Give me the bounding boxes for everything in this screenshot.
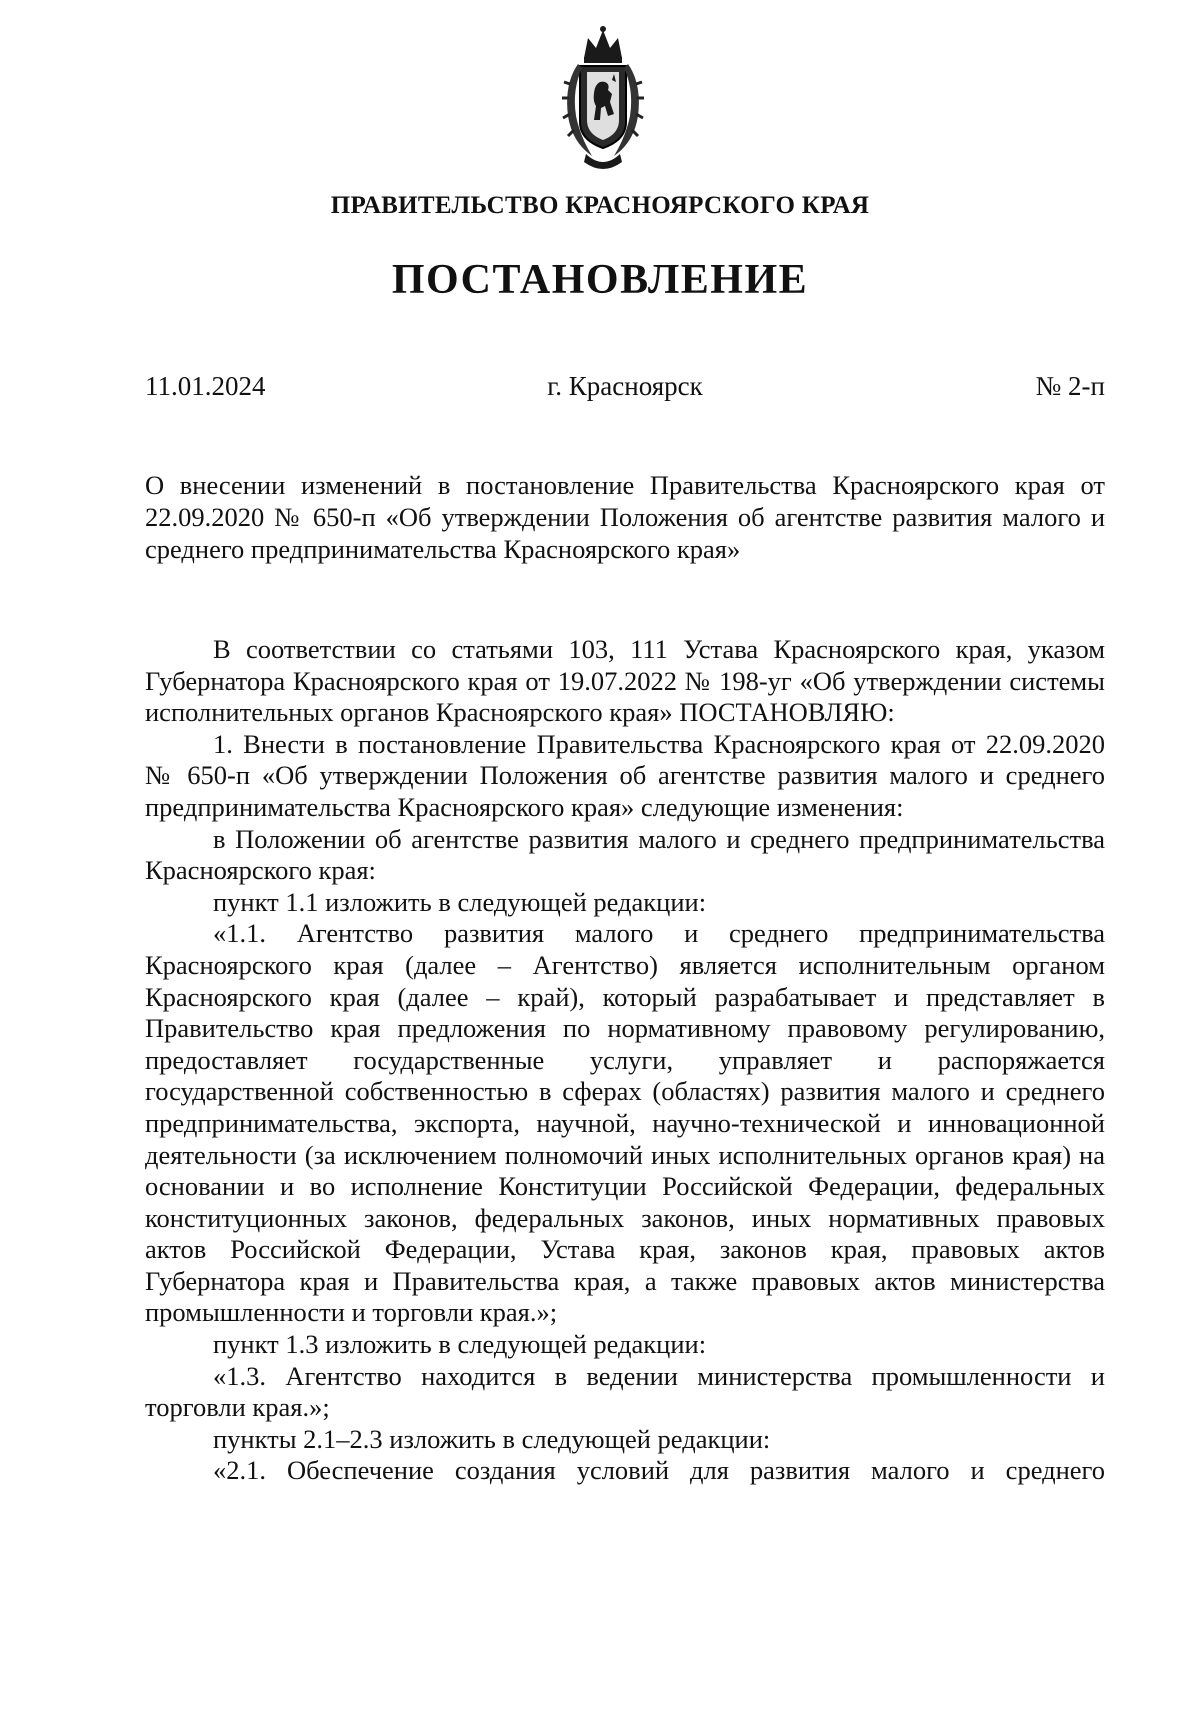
body-paragraph: пункты 2.1–2.3 изложить в следующей редакции: <box>213 1423 771 1454</box>
krasnoyarsk-coat-of-arms-icon <box>560 24 646 174</box>
body-paragraph: «1.3. Агентство находится в ведении министерства промышленности и торговли края.»; <box>145 1360 1105 1423</box>
document-type-title: ПОСТАНОВЛЕНИЕ <box>391 257 809 303</box>
document-meta-row <box>145 371 1105 405</box>
document-body <box>145 634 1105 1487</box>
document-date: 11.01.2024 <box>145 371 266 401</box>
body-paragraph: 1. Внести в постановление Правительства Красноярского края от 22.09.2020 № 650-п «Об утверждении Положения об агентстве развития малого и среднего предпринимательства Красноярского края» следующие изменения: <box>145 728 1105 822</box>
body-paragraph: В соответствии со статьями 103, 111 Устава Красноярского края, указом Губернатора Красноярского края от 19.07.2022 № 198-уг «Об утверждении системы исполнительных органов Красноярского края» ПОСТАНОВЛЯЮ: <box>145 634 1105 728</box>
body-paragraph: пункт 1.3 изложить в следующей редакции: <box>213 1329 707 1360</box>
body-paragraph: «2.1. Обеспечение создания условий для развития малого и среднего <box>213 1455 1105 1486</box>
document-subject: О внесении изменений в постановление Правительства Красноярского края от 22.09.2020 № 650-п «Об утверждении Положения об агентстве развития малого и среднего предпринимательства Красноярского края» <box>145 470 1105 564</box>
body-paragraph: «1.1. Агентство развития малого и среднего предпринимательства Красноярского края (далее – Агентство) является исполнительным органом Красноярского края (далее – край), который разрабатывает и представляет в Правительство края предложения по нормативному правовому регулированию, предоставляет государственные услуги, управляет и распоряжается государственной собственностью в сферах (областях) развития малого и среднего предпринимательства, экспорта, научной, научно-технической и инновационной деятельности (за исключением полномочий иных исполнительных органов края) на основании и во исполнение Конституции Российской Федерации, федеральных конституционных законов, федеральных законов, иных нормативных правовых актов Российской Федерации, Устава края, законов края, правовых актов Губернатора края и Правительства края, а также правовых актов министерства промышленности и торговли края.»; <box>145 918 1105 1328</box>
document-number: № 2-п <box>1035 371 1105 401</box>
body-paragraph: в Положении об агентстве развития малого и среднего предпринимательства Красноярского края: <box>145 823 1105 886</box>
document-city: г. Красноярск <box>547 371 703 401</box>
body-paragraph: пункт 1.1 изложить в следующей редакции: <box>213 886 707 917</box>
organization-name: ПРАВИТЕЛЬСТВО КРАСНОЯРСКОГО КРАЯ <box>330 192 870 219</box>
